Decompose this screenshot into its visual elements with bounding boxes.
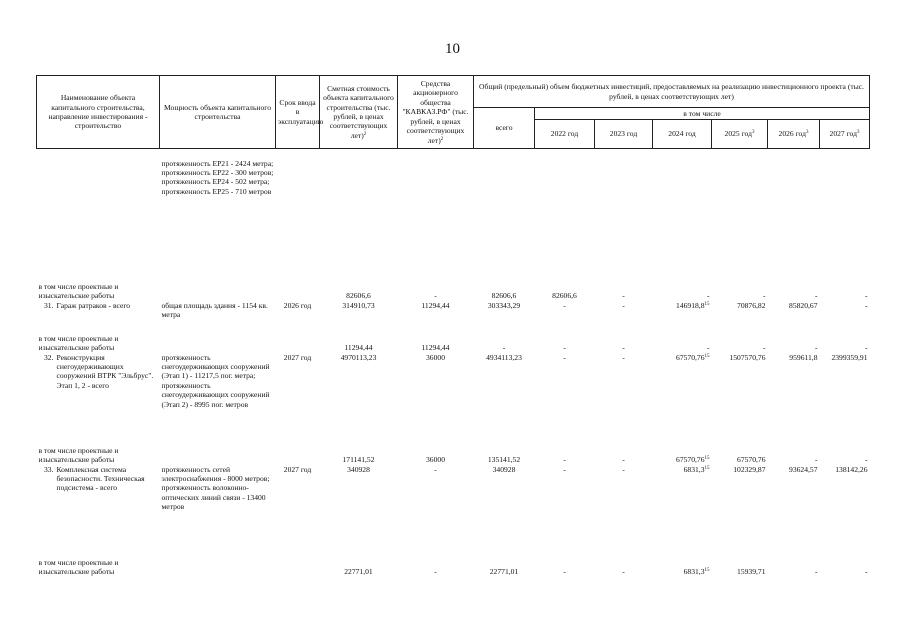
header-estimate: Сметная стоимость объекта капитального строительства (тыс. рублей, в ценах соответствующих лет)$^2$ bbox=[320, 76, 398, 149]
capacity-cell: протяженность снегоудерживающих сооружений (Этап 1) - 11217,5 пог. метра; протяженность снегоудерживающих сооружений (Этап 2) - 8995 пог. метров bbox=[161, 352, 270, 409]
header-2025: 2025 год$^3$ bbox=[712, 120, 768, 149]
y2023-cell: - bbox=[622, 567, 625, 577]
term-cell bbox=[276, 251, 320, 301]
y2027-cell: 138142,26 bbox=[835, 464, 868, 474]
term-cell bbox=[276, 537, 320, 577]
y2024-cell: 67570,76$^{15}$ bbox=[676, 455, 710, 465]
term-cell bbox=[276, 326, 320, 353]
footnote-mark: 15 bbox=[704, 465, 710, 471]
y2026-cell: 93624,57 bbox=[789, 464, 818, 474]
table-row bbox=[37, 537, 870, 577]
table-row bbox=[37, 353, 870, 438]
capacity-cell: протяженность сетей электроснабжения - 8000 метров; протяженность волоконно-оптических линий связи - 13400 метров bbox=[161, 464, 270, 512]
header-2026: 2026 год$^3$ bbox=[768, 120, 820, 149]
y2027-cell: - bbox=[864, 343, 868, 353]
estimate-cell: 314910,73 bbox=[342, 300, 375, 310]
y2026-cell: - bbox=[814, 567, 818, 577]
y2022-cell: - bbox=[563, 455, 566, 465]
capacity-cell bbox=[160, 251, 276, 301]
term-cell: 2027 год bbox=[283, 464, 312, 474]
y2027-cell: - bbox=[864, 567, 868, 577]
object-name-cell bbox=[37, 301, 160, 326]
y2024-cell: 6831,3$^{15}$ bbox=[683, 464, 710, 474]
capacity-cell bbox=[160, 438, 276, 465]
total-cell: 22771,01 bbox=[489, 567, 519, 577]
header-2022: 2022 год bbox=[535, 120, 595, 149]
object-name: Реконструкция снегоудерживающих сооружений ВТРК "Эльбрус". Этап 1, 2 - всего bbox=[56, 352, 154, 390]
object-name-cell: в том числе проектные и изыскательские работы bbox=[38, 281, 119, 301]
equity-cell: 36000 bbox=[426, 352, 445, 362]
investment-table bbox=[36, 75, 870, 577]
header-total: всего bbox=[474, 108, 535, 149]
y2025-cell: - bbox=[762, 343, 766, 353]
y2027-cell: - bbox=[864, 291, 868, 301]
estimate-cell: 4970113,23 bbox=[340, 352, 377, 362]
object-name-cell bbox=[37, 353, 160, 438]
y2025-cell: 70876,82 bbox=[737, 300, 766, 310]
estimate-cell: 11294,44 bbox=[344, 343, 373, 353]
y2023-cell: - bbox=[622, 300, 625, 310]
capacity-cell: общая площадь здания - 1154 кв. метра bbox=[161, 300, 268, 319]
equity-cell: 36000 bbox=[426, 455, 445, 465]
table-row bbox=[37, 301, 870, 326]
y2022-cell: - bbox=[563, 567, 566, 577]
y2025-cell: 15939,71 bbox=[737, 567, 766, 577]
y2023-cell: - bbox=[622, 291, 625, 301]
y2023-cell: - bbox=[622, 343, 625, 353]
y2024-cell: 146918,8$^{15}$ bbox=[676, 300, 710, 310]
header-name: Наименование объекта капитального строительства, направление инвестирования - строительство bbox=[37, 76, 160, 149]
header-including: в том числе bbox=[535, 108, 870, 120]
estimate-cell: 82606,6 bbox=[346, 291, 371, 301]
estimate-cell: 171141,52 bbox=[342, 455, 375, 465]
y2027-cell: 2399359,91 bbox=[831, 352, 868, 362]
row-number: 31. bbox=[44, 300, 54, 310]
footnote-mark: 15 bbox=[704, 353, 710, 359]
equity-cell: - bbox=[434, 291, 437, 301]
y2022-cell: 82606,6 bbox=[552, 291, 577, 301]
equity-cell: 11294,44 bbox=[421, 300, 450, 310]
total-cell: 135141,52 bbox=[487, 455, 521, 465]
row-number: 33. bbox=[44, 464, 54, 474]
header-2023: 2023 год bbox=[595, 120, 653, 149]
y2025-cell: 102329,87 bbox=[733, 464, 766, 474]
row-number: 32. bbox=[44, 352, 54, 362]
y2027-cell: - bbox=[864, 455, 868, 465]
total-cell: 303343,29 bbox=[487, 300, 521, 310]
equity-cell: 11294,44 bbox=[421, 343, 450, 353]
object-name-cell: в том числе проектные и изыскательские работы bbox=[38, 557, 119, 577]
total-cell: - bbox=[502, 343, 506, 353]
object-name: Гараж ратраков - всего bbox=[56, 300, 131, 310]
y2023-cell: - bbox=[622, 352, 625, 362]
total-cell: 82606,6 bbox=[491, 291, 517, 301]
object-name-cell: в том числе проектные и изыскательские работы bbox=[38, 445, 119, 465]
table-row bbox=[37, 438, 870, 465]
table-row bbox=[37, 251, 870, 301]
y2022-cell: - bbox=[563, 352, 566, 362]
y2026-cell: - bbox=[814, 343, 818, 353]
table-row bbox=[37, 326, 870, 353]
total-cell: 4934113,23 bbox=[486, 352, 522, 362]
y2023-cell: - bbox=[622, 464, 625, 474]
y2024-cell: - bbox=[706, 291, 710, 301]
y2024-cell: - bbox=[706, 343, 710, 353]
object-name-cell bbox=[37, 465, 160, 537]
estimate-cell: 340928 bbox=[347, 464, 370, 474]
header-capacity: Мощность объекта капитального строительства bbox=[160, 76, 276, 149]
continued-capacity-cell: протяженность ЕР21 - 2424 метра; протяженность ЕР22 - 300 метров; протяженность ЕР24 - 502 метра; протяженность ЕР25 - 710 метров bbox=[161, 158, 274, 196]
equity-cell: - bbox=[434, 464, 437, 474]
y2026-cell: 959611,8 bbox=[789, 352, 818, 362]
header-total-group: Общий (предельный) объем бюджетных инвестиций, предоставляемых на реализацию инвестиционного проекта (тыс. рублей, в ценах соответствующих лет) bbox=[474, 76, 870, 108]
object-name: Комплексная система безопасности. Техническая подсистема - всего bbox=[56, 464, 145, 493]
y2022-cell: - bbox=[563, 343, 566, 353]
footnote-mark: 15 bbox=[704, 456, 710, 462]
y2027-cell: - bbox=[864, 300, 868, 310]
object-name-cell: в том числе проектные и изыскательские работы bbox=[38, 333, 119, 353]
term-cell: 2026 год bbox=[283, 300, 312, 310]
y2024-cell: 67570,76$^{15}$ bbox=[676, 352, 710, 362]
y2023-cell: - bbox=[622, 455, 625, 465]
header-equity: Средства акционерного общества "КАВКАЗ.РФ" (тыс. рублей, в ценах соответствующих лет)$^2$ bbox=[398, 76, 474, 149]
y2026-cell: - bbox=[814, 455, 818, 465]
y2026-cell: - bbox=[814, 291, 818, 301]
estimate-cell: 22771,01 bbox=[344, 567, 373, 577]
y2026-cell: 85820,67 bbox=[789, 300, 818, 310]
y2022-cell: - bbox=[563, 300, 566, 310]
table-row bbox=[37, 465, 870, 537]
term-cell bbox=[276, 438, 320, 465]
capacity-cell bbox=[160, 326, 276, 353]
y2025-cell: - bbox=[762, 291, 766, 301]
equity-cell: - bbox=[434, 567, 437, 577]
table-row-continued bbox=[37, 159, 870, 251]
y2024-cell: 6831,3$^{15}$ bbox=[683, 567, 710, 577]
capacity-cell bbox=[160, 537, 276, 577]
y2022-cell: - bbox=[563, 464, 566, 474]
header-2024: 2024 год bbox=[653, 120, 712, 149]
term-cell: 2027 год bbox=[283, 352, 312, 362]
footnote-mark: 15 bbox=[704, 568, 710, 574]
y2025-cell: 1507570,76 bbox=[729, 352, 766, 362]
y2025-cell: 67570,76 bbox=[737, 455, 766, 465]
footnote-mark: 15 bbox=[704, 301, 710, 307]
header-2027: 2027 год$^3$ bbox=[820, 120, 870, 149]
total-cell: 340928 bbox=[492, 464, 516, 474]
header-term: Срок ввода в эксплуатацию bbox=[276, 76, 320, 149]
page-number: 10 bbox=[445, 41, 460, 57]
